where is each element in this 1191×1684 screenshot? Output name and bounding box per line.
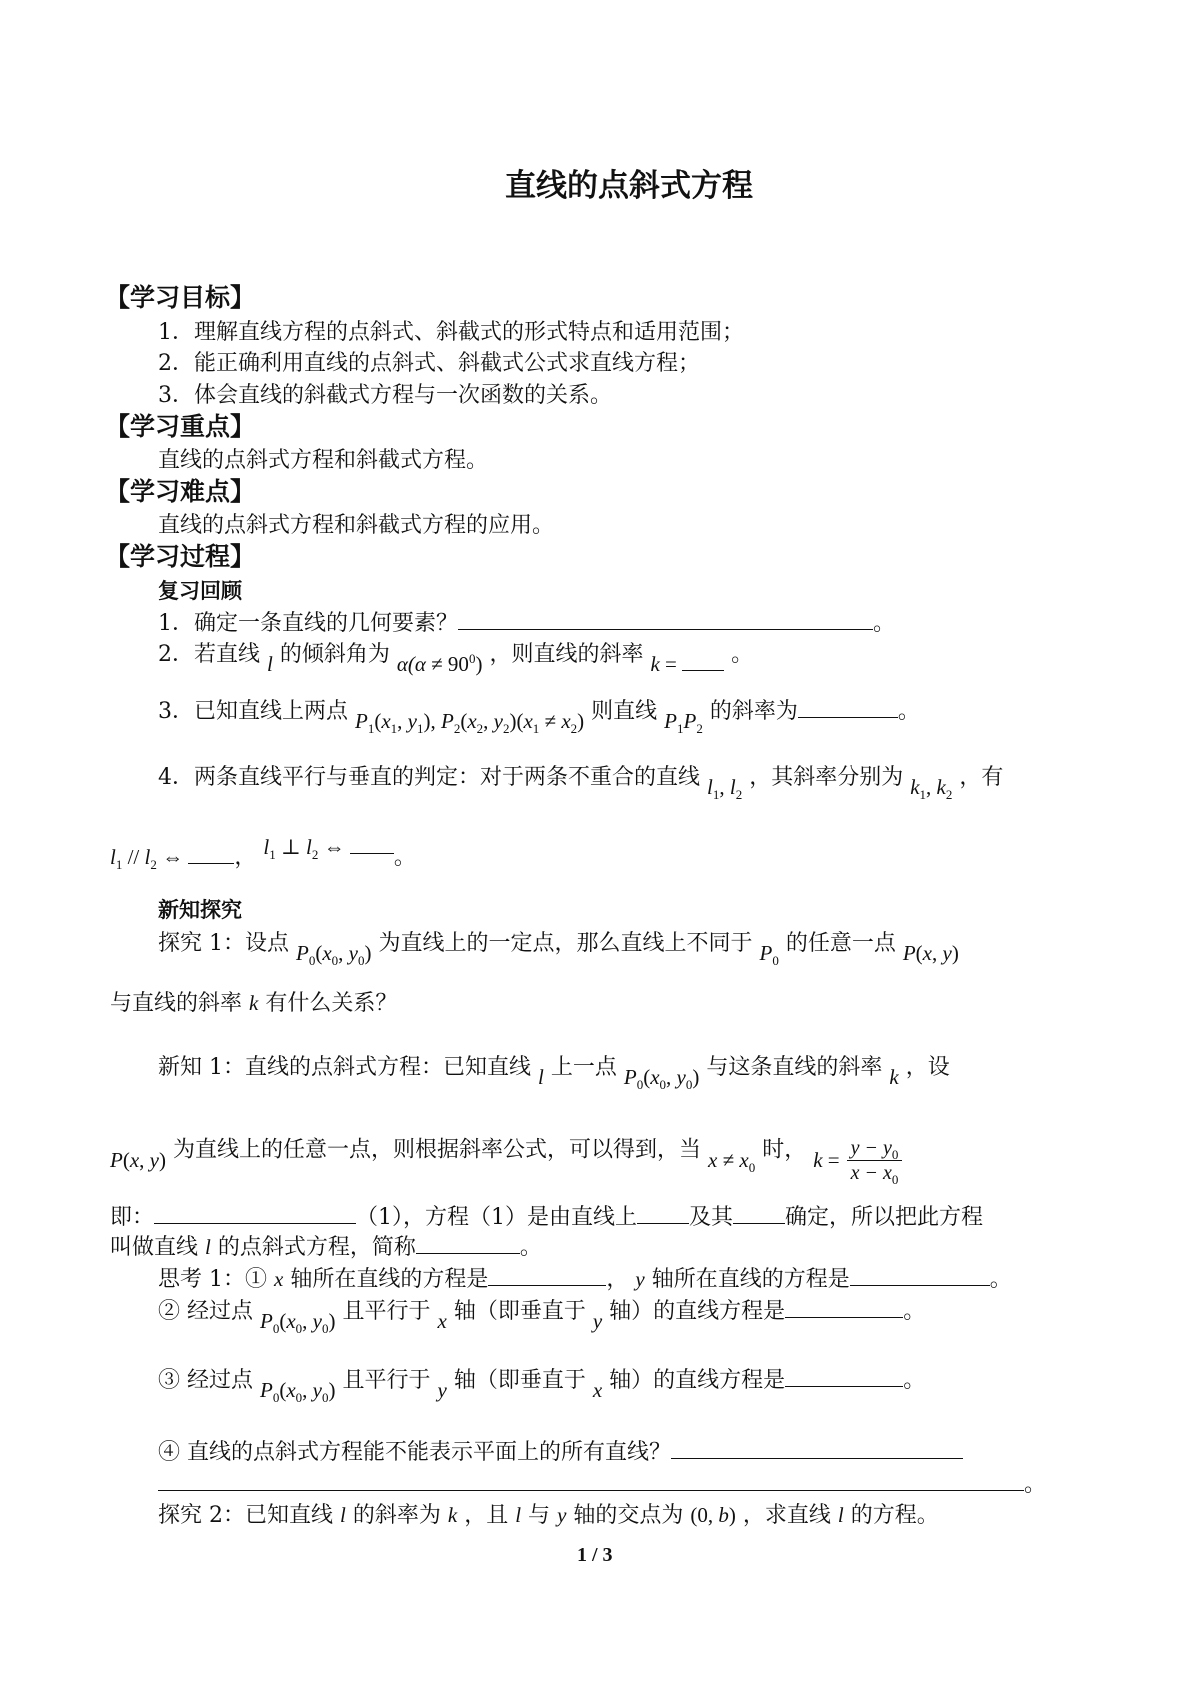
formula-k-eq: k =	[813, 1147, 840, 1172]
think-2-text-a: ② 经过点	[158, 1299, 253, 1324]
review-q4-text-c: ，有	[959, 765, 1004, 790]
blank	[154, 1203, 356, 1224]
formula-l: l	[340, 1503, 346, 1527]
explore-1-text-c: 的任意一点	[785, 931, 896, 956]
objective-2: 2．能正确利用直线的点斜式、斜截式公式求直线方程；	[158, 351, 700, 376]
formula-k: k	[447, 1503, 458, 1527]
new-knowledge-1-text-k: 叫做直线	[110, 1235, 199, 1260]
review-q4-text-b: ，其斜率分别为	[749, 765, 904, 790]
period: 。	[897, 699, 920, 724]
formula-l: l	[515, 1503, 522, 1527]
new-knowledge-1-text-e: 为直线上的任意一点，则根据斜率公式，可以得到，当	[172, 1137, 701, 1163]
explore-1-text-b: 为直线上的一定点，那么直线上不同于	[378, 931, 753, 956]
formula-y: y	[592, 1309, 603, 1333]
blank	[488, 1265, 606, 1286]
new-knowledge-1	[158, 1053, 950, 1093]
think-2-text-b: 且平行于	[342, 1299, 431, 1324]
formula-k: k	[889, 1065, 899, 1089]
period: 。	[903, 1299, 926, 1324]
review-q2	[158, 640, 754, 676]
blank	[785, 1297, 903, 1318]
formula-x-neq-x0: $x \ne x_0$	[708, 1147, 756, 1175]
blank	[458, 609, 873, 630]
explore-1-cont	[110, 989, 397, 1018]
blank	[637, 1203, 689, 1224]
formula-l: l	[267, 652, 273, 676]
new-knowledge-1-text-h: （1），方程（1）是由直线上	[356, 1205, 638, 1230]
formula-angle: $\alpha(\alpha \ne 90^0)$	[396, 651, 483, 676]
new-knowledge-1-text-c: 与这条直线的斜率	[706, 1055, 883, 1080]
explore-2-text-g: 的方程。	[850, 1503, 939, 1528]
new-knowledge-1-text-j: 确定，所以把此方程	[785, 1205, 984, 1230]
new-knowledge-1-text-i: 及其	[689, 1205, 734, 1230]
section-process: 【学习过程】	[105, 542, 256, 571]
formula-x: x	[592, 1378, 603, 1402]
explore-heading: 新知探究	[158, 898, 242, 922]
formula-pxy: P(x, y)	[110, 1147, 166, 1172]
section-objectives: 【学习目标】	[105, 283, 256, 312]
explore-1-text-a: 探究 1：设点	[158, 931, 289, 956]
period: 。	[989, 1267, 1012, 1292]
think-1-text-d: 轴所在直线的方程是	[651, 1267, 850, 1292]
formula-l: l	[205, 1235, 211, 1259]
blank	[785, 1366, 903, 1387]
review-q4	[158, 763, 1004, 803]
review-q3-text-a: 3．已知直线上两点	[158, 699, 348, 724]
new-knowledge-1-line3	[110, 1203, 983, 1232]
review-q2-text-b: 的倾斜角为	[279, 642, 390, 667]
period: 。	[393, 845, 416, 870]
think-1	[158, 1265, 1012, 1294]
period: 。	[873, 611, 896, 636]
period: 。	[519, 1235, 542, 1260]
explore-2-text-e: 轴的交点为	[573, 1503, 684, 1528]
new-knowledge-1-text-l: 的点斜式方程，简称	[217, 1235, 416, 1260]
formula-x: x	[437, 1309, 447, 1333]
think-1-text-c: ，	[606, 1267, 629, 1292]
formula-two-points: $P_1(x_1$, $y_1$), $P_2(x_2$, $y_2)(x_1 \ne x_2)$	[355, 709, 585, 737]
review-q2-text-c: ，则直线的斜率	[489, 642, 644, 667]
comma: ，	[234, 845, 257, 870]
formula-p1p2: $P_1P_2$	[664, 709, 703, 737]
formula-p0: $P_0(x_0$, $y_0$)	[623, 1065, 700, 1093]
formula-x: x	[274, 1267, 284, 1291]
objective-3: 3．体会直线的斜截式方程与一次函数的关系。	[158, 383, 612, 408]
formula-p0-short: $P_0$	[759, 941, 779, 969]
formula-k: k	[249, 991, 259, 1015]
review-q3	[158, 697, 920, 737]
explore-1	[158, 929, 959, 969]
explore-2-text-b: 的斜率为	[352, 1503, 441, 1528]
formula-p0: $P_0(x_0$, $y_0$)	[296, 941, 372, 969]
think-4-text-a: ④ 直线的点斜式方程能不能表示平面上的所有直线？	[158, 1440, 671, 1465]
new-knowledge-1-text-f: 时，	[762, 1137, 807, 1163]
section-key-points: 【学习重点】	[105, 412, 256, 441]
formula-l1-l2: $l_1$, $l_2$	[707, 775, 743, 803]
new-knowledge-1-text-b: 上一点	[550, 1055, 617, 1080]
objective-1: 1．理解直线方程的点斜式、斜截式的形式特点和适用范围；	[158, 320, 744, 345]
formula-y: y	[437, 1378, 447, 1402]
think-4-cont	[158, 1470, 1046, 1499]
new-knowledge-1-line4	[110, 1233, 542, 1262]
formula-p0: $P_0(x_0$, $y_0$)	[260, 1378, 336, 1406]
blank	[188, 843, 234, 864]
new-knowledge-1-line2	[110, 1126, 902, 1187]
period: 。	[731, 642, 754, 667]
review-q1	[158, 609, 895, 638]
explore-2-text-c: ，且	[464, 1503, 509, 1528]
explore-2	[158, 1501, 939, 1530]
formula-l: l	[837, 1503, 844, 1527]
formula-l: l	[538, 1065, 544, 1089]
think-3-text-b: 且平行于	[342, 1368, 431, 1393]
blank	[416, 1233, 520, 1254]
new-knowledge-1-text-a: 新知 1：直线的点斜式方程：已知直线	[158, 1055, 531, 1080]
formula-parallel: $l_1 // l_2$ ⇔	[110, 845, 189, 873]
review-q2-text-a: 2．若直线	[158, 642, 260, 667]
review-q1-text: 1．确定一条直线的几何要素？	[158, 611, 458, 636]
section-difficulties: 【学习难点】	[105, 477, 256, 506]
review-q4-cont	[110, 835, 416, 873]
blank	[850, 1265, 990, 1286]
new-knowledge-1-text-g: 即：	[110, 1205, 155, 1230]
difficulty-text: 直线的点斜式方程和斜截式方程的应用。	[158, 513, 555, 538]
blank	[733, 1203, 785, 1224]
think-3	[158, 1366, 926, 1406]
formula-perpendicular: $l_1$ ⊥ $l_2$ ⇔	[263, 835, 393, 859]
explore-2-text-a: 探究 2：已知直线	[158, 1503, 333, 1528]
think-3-text-d: 轴）的直线方程是	[609, 1368, 786, 1393]
think-2-text-d: 轴）的直线方程是	[609, 1299, 786, 1324]
blank	[158, 1470, 1024, 1491]
formula-y: y	[557, 1503, 567, 1527]
review-q4-text-a: 4．两条直线平行与垂直的判定：对于两条不重合的直线	[158, 765, 700, 790]
formula-pxy: P(x, y)	[902, 941, 959, 965]
review-q3-text-b: 则直线	[591, 699, 658, 724]
explore-1-text-e: 有什么关系？	[265, 991, 398, 1016]
think-1-text-a: 思考 1：①	[158, 1267, 267, 1292]
period: 。	[903, 1368, 926, 1393]
review-q3-text-c: 的斜率为	[709, 699, 798, 724]
formula-slope-fraction: $\frac{y - y_0}{x - x_0}$	[847, 1136, 903, 1185]
new-knowledge-1-text-d: ，设	[905, 1055, 950, 1080]
explore-2-text-f: ，求直线	[742, 1503, 831, 1528]
key-point-text: 直线的点斜式方程和斜截式方程。	[158, 448, 489, 473]
page-title: 直线的点斜式方程	[505, 168, 753, 204]
explore-1-text-d: 与直线的斜率	[110, 991, 243, 1016]
think-2-text-c: 轴（即垂直于	[453, 1299, 586, 1324]
formula-p0: $P_0(x_0$, $y_0$)	[260, 1309, 336, 1337]
formula-k1-k2: $k_1$, $k_2$	[910, 775, 953, 803]
think-1-text-b: 轴所在直线的方程是	[290, 1267, 489, 1292]
think-2	[158, 1297, 926, 1337]
formula-y: y	[635, 1267, 645, 1291]
explore-2-text-d: 与	[528, 1503, 551, 1528]
blank	[798, 697, 898, 718]
blank	[671, 1438, 963, 1459]
formula-k: k =	[650, 652, 724, 676]
think-3-text-a: ③ 经过点	[158, 1368, 253, 1393]
think-4	[158, 1438, 963, 1467]
page-number: 1 / 3	[577, 1544, 613, 1566]
formula-intercept-point: (0, b)	[690, 1503, 736, 1527]
period: 。	[1024, 1472, 1047, 1497]
review-heading: 复习回顾	[158, 579, 242, 603]
think-3-text-c: 轴（即垂直于	[453, 1368, 586, 1393]
